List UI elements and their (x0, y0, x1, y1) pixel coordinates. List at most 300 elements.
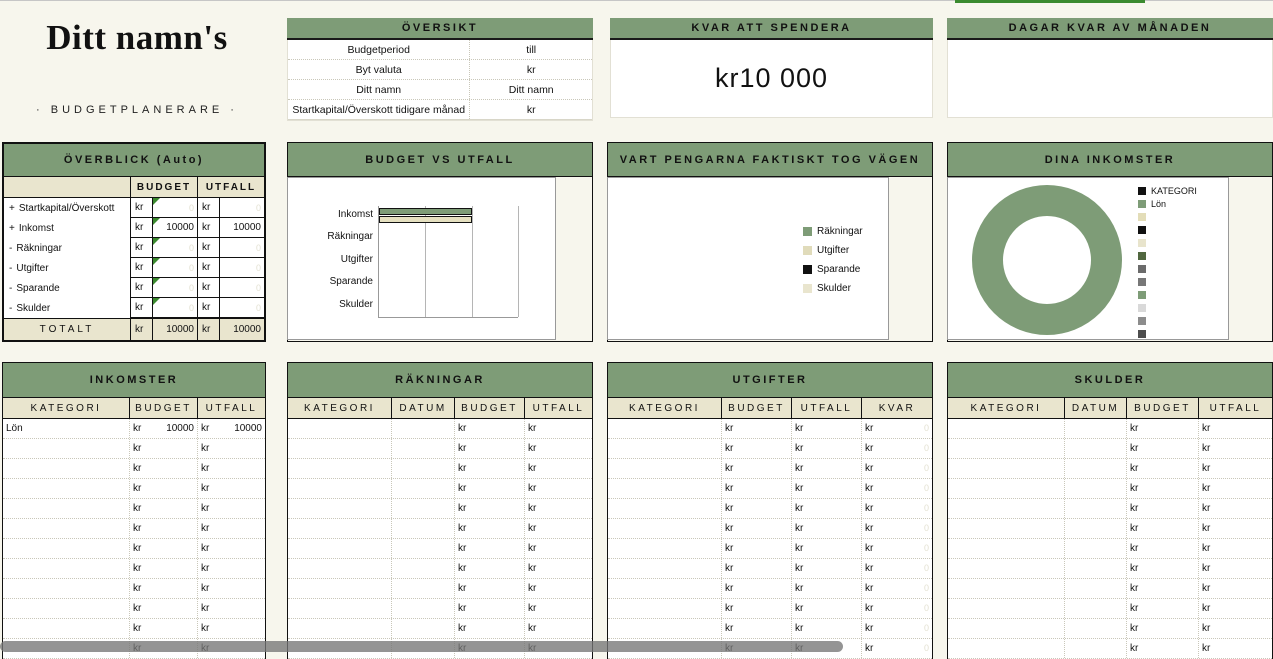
table-row (288, 599, 592, 619)
cell-budget[interactable] (454, 599, 524, 618)
currency-label: kr (458, 483, 467, 494)
cell-utfall[interactable] (1198, 579, 1272, 598)
overblick-row-label (4, 298, 130, 318)
cell-kvar-value (873, 603, 929, 614)
overblick-row-name: Sparande (16, 282, 60, 294)
currency-label: kr (133, 423, 142, 434)
cell-budget[interactable] (129, 459, 197, 478)
legend-label: Räkningar (817, 226, 863, 237)
cell-kategori[interactable] (608, 559, 721, 578)
cell-kategori[interactable] (288, 439, 391, 458)
cell-kategori[interactable] (3, 579, 129, 598)
currency-label: kr (725, 523, 734, 534)
overblick-budget-currency[interactable]: kr (130, 278, 152, 298)
cell-kategori[interactable] (3, 459, 129, 478)
overblick-utfall-currency[interactable]: kr (197, 218, 219, 238)
col-utfall: UTFALL (791, 398, 861, 418)
oversikt-row-value[interactable]: kr (526, 63, 536, 76)
currency-label: kr (458, 503, 467, 514)
cell-kvar-value (873, 563, 929, 574)
dagar-kvar-header: DAGAR KVAR AV MÅNADEN (947, 18, 1273, 40)
bvu-bars (379, 273, 518, 275)
table-row (608, 419, 932, 439)
cell-budget[interactable] (129, 539, 197, 558)
legend-swatch-icon (1138, 278, 1146, 286)
vart-pengarna-header: VART PENGARNA FAKTISKT TOG VÄGEN (608, 143, 932, 177)
cell-utfall[interactable] (1198, 539, 1272, 558)
cell-kategori[interactable] (948, 639, 1064, 658)
bvu-category-row (339, 296, 518, 318)
cell-utfall[interactable] (524, 579, 592, 598)
cell-utfall[interactable] (1198, 599, 1272, 618)
cell-utfall[interactable] (524, 619, 592, 638)
horizontal-scrollbar[interactable] (0, 641, 843, 652)
currency-label: kr (725, 423, 734, 434)
cell-budget[interactable] (721, 479, 791, 498)
cell-budget[interactable] (1126, 599, 1198, 618)
cell-budget[interactable] (129, 499, 197, 518)
cell-utfall[interactable] (197, 439, 265, 458)
overblick-utfall-value[interactable] (219, 238, 264, 258)
cell-budget[interactable] (454, 479, 524, 498)
overblick-total-row (4, 318, 264, 340)
currency-label: kr (1130, 443, 1139, 454)
dagar-kvar-panel (947, 18, 1273, 118)
cell-budget[interactable] (129, 479, 197, 498)
cell-kategori[interactable] (3, 619, 129, 638)
cell-utfall[interactable] (791, 419, 861, 438)
bvu-category-row (327, 228, 518, 250)
cell-budget[interactable] (1126, 419, 1198, 438)
cell-kategori[interactable] (3, 539, 129, 558)
col-utfall: UTFALL (524, 398, 592, 418)
cell-kategori[interactable] (948, 519, 1064, 538)
cell-utfall[interactable] (197, 619, 265, 638)
cell-kategori[interactable] (3, 599, 129, 618)
cell-budget[interactable] (454, 459, 524, 478)
currency-label: kr (1130, 603, 1139, 614)
cell-utfall[interactable] (1198, 439, 1272, 458)
cell-datum[interactable] (391, 479, 454, 498)
cell-datum[interactable] (1064, 439, 1126, 458)
cell-budget[interactable] (721, 579, 791, 598)
cell-budget[interactable] (1126, 459, 1198, 478)
overblick-row-label (4, 258, 130, 278)
cell-utfall[interactable] (524, 539, 592, 558)
cell-kategori[interactable] (288, 479, 391, 498)
overblick-budget-currency[interactable]: kr (130, 258, 152, 278)
col-datum: DATUM (1064, 398, 1126, 418)
currency-label: kr (1202, 463, 1211, 474)
cell-kategori[interactable] (948, 419, 1064, 438)
cell-kategori[interactable] (948, 499, 1064, 518)
cell-kategori[interactable] (948, 439, 1064, 458)
dagar-kvar-body[interactable] (947, 40, 1273, 118)
cell-kategori[interactable] (608, 499, 721, 518)
legend-swatch-icon (1138, 226, 1146, 234)
cell-datum[interactable] (1064, 519, 1126, 538)
overblick-row-name: Räkningar (16, 242, 62, 254)
cell-utfall[interactable] (1198, 459, 1272, 478)
cell-kategori[interactable] (608, 479, 721, 498)
legend-item (803, 260, 863, 279)
cell-kategori[interactable] (288, 559, 391, 578)
cell-datum[interactable] (1064, 579, 1126, 598)
currency-label: kr (201, 463, 210, 474)
table-row (288, 519, 592, 539)
cell-datum[interactable] (391, 619, 454, 638)
rakningar-header: RÄKNINGAR (287, 362, 593, 398)
currency-label: kr (795, 623, 804, 634)
cell-utfall[interactable] (524, 599, 592, 618)
cell-kategori[interactable] (3, 559, 129, 578)
cell-utfall[interactable] (524, 559, 592, 578)
overblick-utfall-currency[interactable]: kr (197, 198, 219, 218)
cell-budget[interactable] (1126, 579, 1198, 598)
cell-budget[interactable] (454, 539, 524, 558)
cell-kategori[interactable] (608, 539, 721, 558)
currency-label: kr (725, 623, 734, 634)
cell-kategori[interactable] (608, 439, 721, 458)
cell-utfall[interactable] (524, 419, 592, 438)
bvu-category-row (337, 206, 518, 228)
cell-datum[interactable] (1064, 539, 1126, 558)
overblick-utfall-currency[interactable]: kr (197, 258, 219, 278)
cell-budget[interactable] (721, 419, 791, 438)
cell-utfall[interactable] (1198, 499, 1272, 518)
cell-datum[interactable] (391, 499, 454, 518)
cell-datum[interactable] (391, 419, 454, 438)
col-budget: BUDGET (454, 398, 524, 418)
cell-kategori[interactable] (608, 579, 721, 598)
overblick-row (4, 198, 264, 218)
cell-budget[interactable] (129, 619, 197, 638)
bvu-category-row (329, 273, 518, 295)
legend-item (1138, 249, 1197, 262)
cell-datum[interactable] (1064, 619, 1126, 638)
utgifter-column-header (607, 398, 933, 419)
cell-utfall[interactable] (524, 479, 592, 498)
cell-kvar[interactable] (861, 459, 932, 478)
overblick-col-utfall: UTFALL (197, 177, 264, 197)
table-row (3, 579, 265, 599)
cell-utfall[interactable] (524, 499, 592, 518)
cell-utfall[interactable] (791, 579, 861, 598)
cell-budget[interactable] (454, 579, 524, 598)
table-row (3, 459, 265, 479)
cell-utfall[interactable] (791, 479, 861, 498)
cell-kategori[interactable] (608, 459, 721, 478)
cell-datum[interactable] (1064, 639, 1126, 658)
currency-label: kr (528, 503, 537, 514)
cell-budget[interactable] (1126, 539, 1198, 558)
cell-budget[interactable] (129, 419, 197, 438)
overblick-utfall-value[interactable] (219, 198, 264, 218)
overblick-row-name: Startkapital/Överskott (18, 202, 115, 214)
cell-budget[interactable] (721, 519, 791, 538)
cell-utfall[interactable] (1198, 639, 1272, 658)
cell-kvar[interactable] (861, 419, 932, 438)
cell-utfall[interactable] (791, 619, 861, 638)
currency-label: kr (725, 483, 734, 494)
cell-budget[interactable] (129, 599, 197, 618)
cell-datum[interactable] (391, 599, 454, 618)
cell-budget[interactable] (1126, 439, 1198, 458)
cell-kategori[interactable] (948, 539, 1064, 558)
table-row (948, 619, 1272, 639)
cell-utfall[interactable] (791, 539, 861, 558)
cell-datum[interactable] (391, 579, 454, 598)
cell-kategori[interactable] (3, 439, 129, 458)
cell-kategori[interactable] (3, 499, 129, 518)
cell-utfall[interactable] (1198, 479, 1272, 498)
cell-kategori[interactable] (288, 599, 391, 618)
cell-budget[interactable] (721, 599, 791, 618)
overblick-budget-value[interactable]: 10000 (152, 218, 197, 238)
cell-utfall[interactable] (791, 559, 861, 578)
oversikt-row-value[interactable]: till (526, 43, 537, 56)
cell-budget[interactable] (721, 559, 791, 578)
currency-label: kr (865, 503, 874, 514)
overblick-budget-value[interactable] (152, 198, 197, 218)
table-row (948, 479, 1272, 499)
overblick-utfall-value[interactable] (219, 278, 264, 298)
currency-label: kr (1130, 463, 1139, 474)
cell-budget[interactable] (721, 499, 791, 518)
cell-datum[interactable] (391, 439, 454, 458)
overblick-utfall-value[interactable] (219, 258, 264, 278)
cell-utfall[interactable] (524, 519, 592, 538)
cell-kvar-value (873, 483, 929, 494)
cell-kategori[interactable] (288, 579, 391, 598)
cell-kategori[interactable] (288, 499, 391, 518)
cell-kvar[interactable] (861, 539, 932, 558)
cell-kvar[interactable] (861, 639, 932, 658)
overblick-budget-value[interactable] (152, 258, 197, 278)
cell-utfall[interactable] (197, 419, 265, 438)
currency-label: kr (528, 443, 537, 454)
overblick-utfall-currency[interactable]: kr (197, 278, 219, 298)
cell-datum[interactable] (391, 459, 454, 478)
cell-utfall[interactable] (1198, 619, 1272, 638)
cell-datum[interactable] (1064, 459, 1126, 478)
cell-utfall[interactable] (791, 519, 861, 538)
cell-kategori[interactable] (948, 559, 1064, 578)
currency-label: kr (795, 543, 804, 554)
cell-kvar[interactable] (861, 579, 932, 598)
budget-vs-utfall-plot (327, 206, 518, 318)
cell-utfall[interactable] (197, 459, 265, 478)
col-kategori: KATEGORI (30, 402, 102, 414)
currency-label: kr (725, 463, 734, 474)
cell-kategori[interactable] (288, 539, 391, 558)
cell-utfall[interactable] (791, 599, 861, 618)
oversikt-row-value[interactable]: Ditt namn (508, 83, 554, 96)
overblick-utfall-currency[interactable]: kr (197, 238, 219, 258)
cell-utfall[interactable] (791, 499, 861, 518)
cell-kategori[interactable] (288, 619, 391, 638)
currency-label: kr (133, 523, 142, 534)
table-row (608, 579, 932, 599)
cell-datum[interactable] (391, 519, 454, 538)
cell-budget[interactable] (1126, 619, 1198, 638)
cell-kategori[interactable] (288, 419, 391, 438)
cell-utfall[interactable] (1198, 519, 1272, 538)
currency-label: kr (1202, 523, 1211, 534)
currency-label: kr (133, 623, 142, 634)
cell-kategori[interactable] (3, 479, 129, 498)
cell-budget[interactable] (1126, 479, 1198, 498)
currency-label: kr (458, 423, 467, 434)
legend-swatch-icon (1138, 304, 1146, 312)
cell-utfall[interactable] (197, 599, 265, 618)
cell-datum[interactable] (1064, 419, 1126, 438)
currency-label: kr (865, 643, 874, 654)
skulder-header: SKULDER (947, 362, 1273, 398)
cell-kvar[interactable] (861, 479, 932, 498)
currency-label: kr (1202, 583, 1211, 594)
table-row (288, 619, 592, 639)
cell-utfall[interactable] (197, 479, 265, 498)
overblick-utfall-value[interactable]: 10000 (219, 218, 264, 238)
cell-utfall[interactable] (524, 459, 592, 478)
currency-label: kr (725, 563, 734, 574)
cell-kategori[interactable] (948, 459, 1064, 478)
table-row (948, 499, 1272, 519)
legend-swatch-icon (1138, 187, 1146, 195)
table-row (288, 419, 592, 439)
cell-kvar[interactable] (861, 519, 932, 538)
cell-kategori[interactable]: Lön (6, 423, 23, 434)
cell-kategori[interactable] (608, 619, 721, 638)
cell-budget[interactable] (721, 619, 791, 638)
cell-kategori[interactable] (948, 479, 1064, 498)
cell-budget[interactable] (129, 579, 197, 598)
cell-datum[interactable] (1064, 559, 1126, 578)
overblick-budget-currency[interactable]: kr (130, 238, 152, 258)
currency-label: kr (201, 583, 210, 594)
currency-label: kr (725, 603, 734, 614)
cell-kategori[interactable] (608, 419, 721, 438)
cell-datum[interactable] (1064, 479, 1126, 498)
cell-utfall[interactable] (197, 579, 265, 598)
bvu-category-label: Räkningar (327, 231, 373, 243)
cell-kvar-value (873, 443, 929, 454)
cell-kvar[interactable] (861, 439, 932, 458)
cell-budget[interactable] (129, 519, 197, 538)
cell-budget[interactable] (129, 439, 197, 458)
cell-budget[interactable] (1126, 639, 1198, 658)
cell-datum[interactable] (1064, 599, 1126, 618)
bvu-plot-rows (327, 206, 518, 317)
gridline (518, 206, 519, 317)
cell-kvar-value (873, 423, 929, 434)
currency-label: kr (201, 443, 210, 454)
cell-utfall[interactable] (197, 519, 265, 538)
col-kategori: KATEGORI (629, 402, 700, 414)
col-kvar: KVAR (861, 398, 932, 418)
oversikt-row-label: Budgetperiod (288, 40, 470, 59)
overblick-budget-value[interactable] (152, 238, 197, 258)
cell-datum[interactable] (1064, 499, 1126, 518)
overblick-budget-currency[interactable]: kr (130, 198, 152, 218)
overblick-budget-currency[interactable]: kr (130, 218, 152, 238)
cell-budget[interactable] (454, 499, 524, 518)
cell-kategori[interactable] (948, 619, 1064, 638)
overblick-budget-currency[interactable]: kr (130, 298, 152, 318)
currency-label: kr (458, 463, 467, 474)
currency-label: kr (133, 483, 142, 494)
cell-utfall[interactable] (1198, 559, 1272, 578)
cell-kategori[interactable] (288, 519, 391, 538)
cell-kvar[interactable] (861, 499, 932, 518)
overblick-budget-value[interactable] (152, 298, 197, 318)
cell-utfall[interactable] (1198, 419, 1272, 438)
cell-budget[interactable] (454, 519, 524, 538)
overblick-col-budget: BUDGET (130, 177, 197, 197)
cell-kvar[interactable] (861, 599, 932, 618)
currency-label: kr (795, 483, 804, 494)
cell-budget[interactable] (1126, 559, 1198, 578)
cell-budget[interactable] (721, 439, 791, 458)
cell-utfall[interactable] (197, 499, 265, 518)
cell-kvar[interactable] (861, 619, 932, 638)
cell-budget[interactable] (454, 419, 524, 438)
cell-kategori[interactable] (288, 459, 391, 478)
cell-datum[interactable] (391, 539, 454, 558)
overblick-utfall-currency[interactable]: kr (197, 298, 219, 318)
overblick-total-budget-value: 10000 (152, 319, 197, 340)
inkomster-header: INKOMSTER (2, 362, 266, 398)
currency-label: kr (201, 503, 210, 514)
cell-utfall[interactable] (197, 559, 265, 578)
currency-label: kr (528, 523, 537, 534)
cell-budget[interactable] (454, 619, 524, 638)
cell-kategori[interactable] (948, 579, 1064, 598)
overblick-utfall-value[interactable] (219, 298, 264, 318)
cell-kvar-value (873, 543, 929, 554)
cell-budget[interactable] (721, 459, 791, 478)
cell-kategori[interactable] (3, 519, 129, 538)
cell-utfall[interactable] (197, 539, 265, 558)
currency-label: kr (133, 443, 142, 454)
overblick-budget-value[interactable] (152, 278, 197, 298)
currency-label: kr (1130, 523, 1139, 534)
currency-label: kr (795, 423, 804, 434)
cell-budget[interactable] (721, 539, 791, 558)
currency-label: kr (795, 503, 804, 514)
currency-label: kr (725, 583, 734, 594)
cell-budget[interactable] (1126, 499, 1198, 518)
cell-kategori[interactable] (948, 599, 1064, 618)
donut-chart (972, 185, 1122, 335)
table-row (948, 559, 1272, 579)
oversikt-row-value[interactable]: kr (526, 103, 536, 116)
cell-kategori[interactable] (608, 599, 721, 618)
currency-label: kr (201, 423, 210, 434)
cell-budget[interactable] (129, 559, 197, 578)
cell-kvar[interactable] (861, 559, 932, 578)
cell-kategori[interactable] (608, 519, 721, 538)
cell-budget[interactable] (1126, 519, 1198, 538)
cell-budget[interactable] (454, 559, 524, 578)
cell-utfall[interactable] (791, 459, 861, 478)
table-row (288, 579, 592, 599)
cell-utfall[interactable] (524, 439, 592, 458)
cell-utfall[interactable] (791, 439, 861, 458)
cell-datum[interactable] (391, 559, 454, 578)
cell-budget[interactable] (454, 439, 524, 458)
